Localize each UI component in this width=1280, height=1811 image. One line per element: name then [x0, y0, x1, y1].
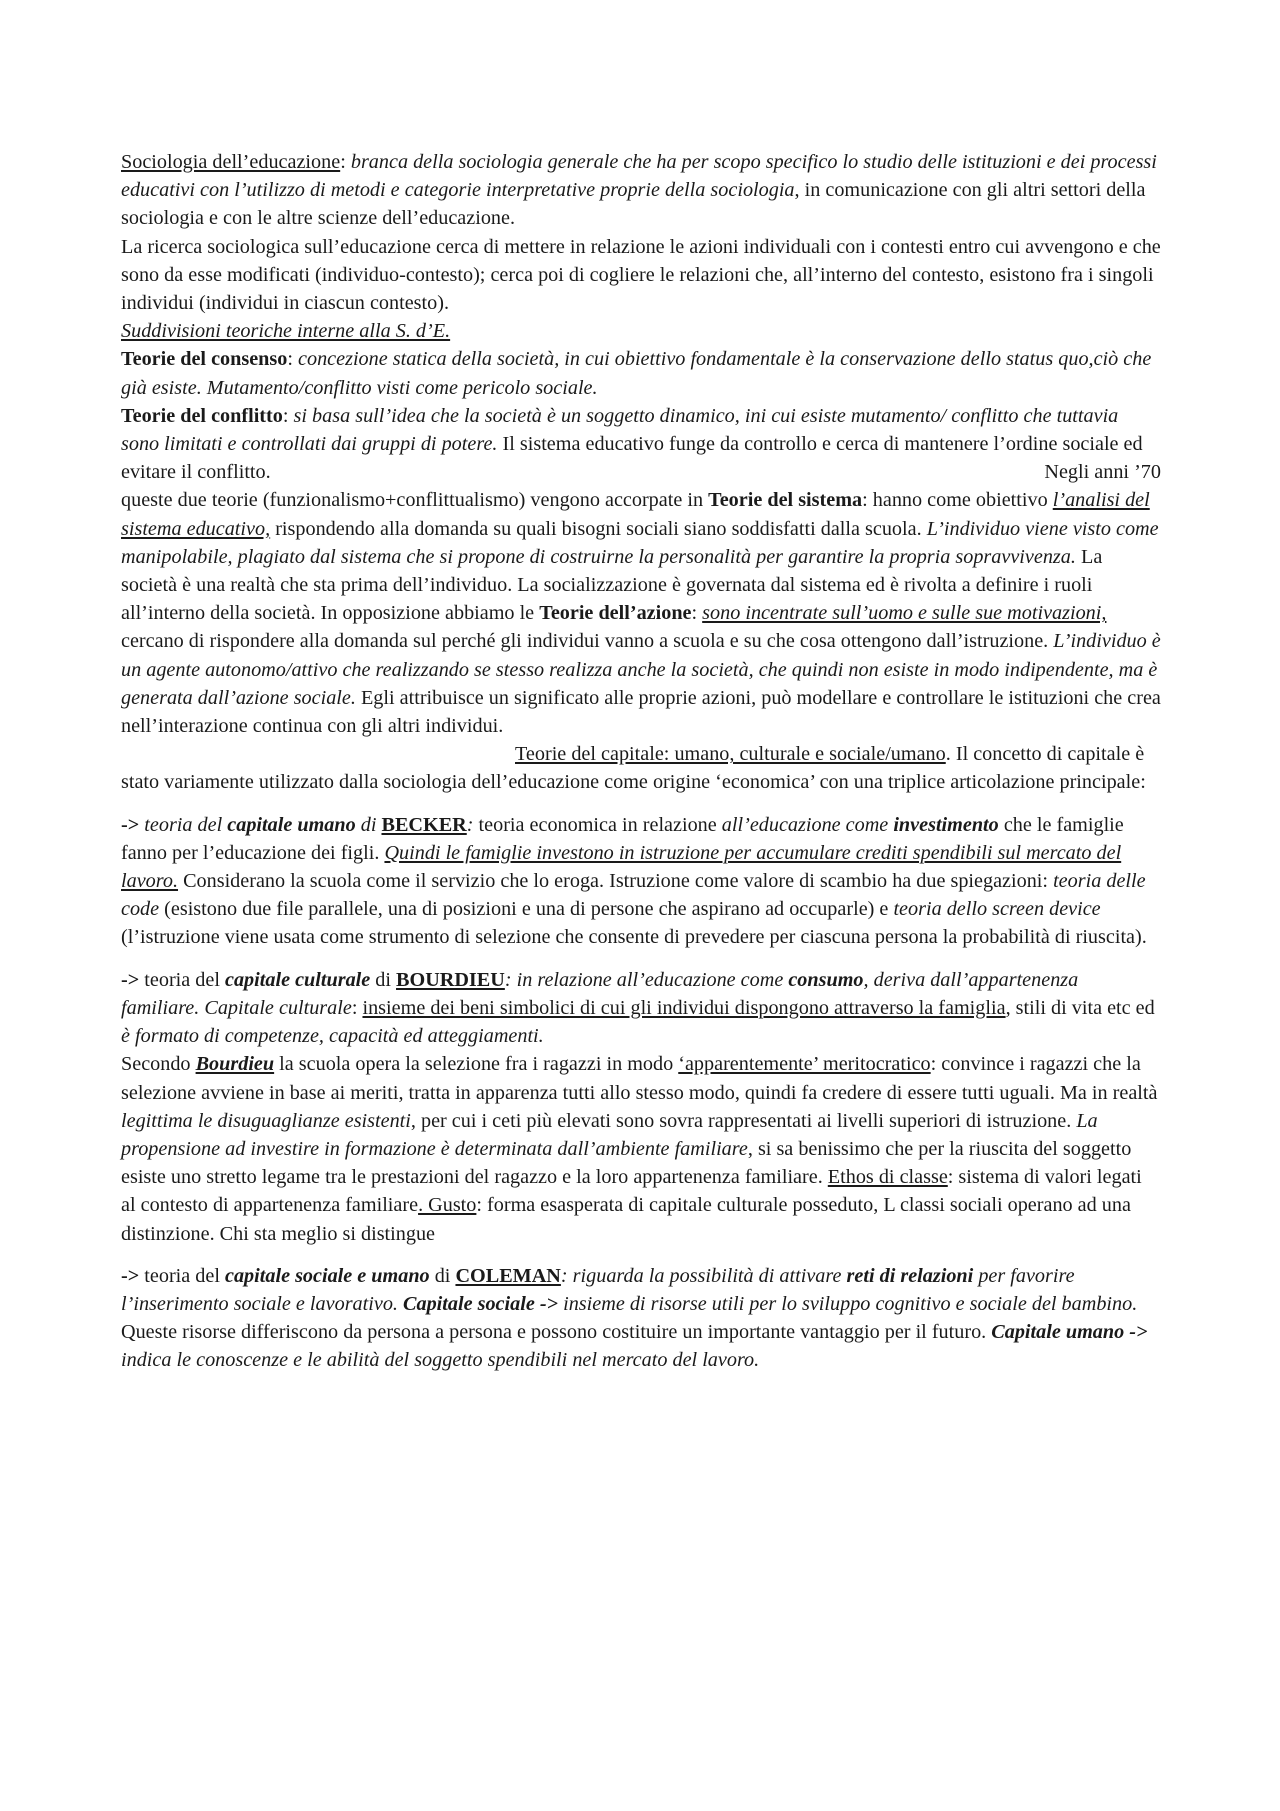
years-note: Negli anni ’70 — [1044, 461, 1161, 484]
definition-paragraph: Sociologia dell’educazione: branca della sociologia generale che ha per scopo specifico lo studio delle istituzioni e dei processi educativi con l’utilizzo di metodi e categorie interpretative proprie della sociologia, in comunicazione con gli altri settori della sociologia e con le altre scienze dell’educazione. — [121, 151, 1157, 230]
research-paragraph: La ricerca sociologica sull’educazione cerca di mettere in relazione le azioni individuali con i contesti entro cui avvengono e che sono da esse modificati (individuo-contesto); cerca poi di cogliere le relazioni che, all’interno del contesto, esistono fra i singoli individui (individui in ciascun contesto). — [121, 235, 1161, 315]
consensus-paragraph: Teorie del consenso: concezione statica della società, in cui obiettivo fondamentale è la conservazione dello status quo,ciò che già esiste. Mutamento/conflitto visti come pericolo sociale. — [121, 348, 1152, 399]
capital-intro-paragraph: Teorie del capitale: umano, culturale e sociale/umano. Il concetto di capitale è stato variamente utilizzato dalla sociologia dell’educazione come origine ‘economica’ con una triplice articolazione principale: — [121, 743, 1146, 794]
author-becker: BECKER — [381, 813, 467, 836]
author-coleman: COLEMAN — [455, 1264, 561, 1287]
coleman-paragraph: -> teoria del capitale sociale e umano di COLEMAN: riguarda la possibilità di attivare reti di relazioni per favorire l’inserimento sociale e lavorativo. Capitale sociale -> insieme di risorse utili per lo sviluppo cognitivo e sociale del bambino. Queste risorse differiscono da persona a persona e possono costituire un importante vantaggio per il futuro. Capitale umano -> indica le conoscenze e le abilità del soggetto spendibili nel mercato del lavoro. — [121, 1264, 1148, 1372]
becker-paragraph: -> teoria del capitale umano di BECKER: teoria economica in relazione all’educazione come investimento che le famiglie fanno per l’educazione dei figli. Quindi le famiglie investono in istruzione per accumulare crediti spendibili sul mercato del lavoro. Considerano la scuola come il servizio che lo eroga. Istruzione come valore di scambio ha due spiegazioni: teoria delle code (esistono due file parallele, una di posizioni e una di persone che aspirano ad occuparle) e teoria dello screen device (l’istruzione viene usata come strumento di selezione che consente di prevedere per ciascuna persona la probabilità di riuscita). — [121, 813, 1147, 949]
term-title: Sociologia dell’educazione — [121, 151, 341, 173]
author-bourdieu: BOURDIEU — [396, 968, 505, 991]
capital-title: Teorie del capitale: umano, culturale e sociale/umano — [515, 743, 946, 766]
bourdieu-paragraph: -> teoria del capitale culturale di BOURDIEU: in relazione all’educazione come consumo, deriva dall’appartenenza familiare. Capitale culturale: insieme dei beni simbolici di cui gli individui dispongono attraverso la famiglia, stili di vita etc ed è formato di competenze, capacità ed atteggiamenti. Secondo Bourdieu la scuola opera la selezione fra i ragazzi in modo ‘apparentemente’ meritocratico: convince i ragazzi che la selezione avviene in base ai meriti, tratta in apparenza tutti allo stesso modo, quindi fa credere di essere tutti uguali. Ma in realtà legittima le disuguaglianze esistenti, per cui i ceti più elevati sono sovra rappresentati ai livelli superiori di istruzione. La propensione ad investire in formazione è determinata dall’ambiente familiare, si sa benissimo che per la riuscita del soggetto esiste uno stretto legame tra le prestazioni del ragazzo e la loro appartenenza familiare. Ethos di classe: sistema di valori legati al contesto di appartenenza familiare. Gusto: forma esasperata di capitale culturale posseduto, L classi sociali operano ad una distinzione. Chi sta meglio si distingue — [121, 968, 1158, 1245]
conflict-paragraph: Teorie del conflitto: si basa sull’idea che la società è un soggetto dinamico, ini cui esiste mutamento/ conflitto che tuttavia sono limitati e controllati dai gruppi di potere. Il sistema educativo funge da controllo e cerca di mantenere l’ordine sociale ed evitare il conflitto. Negli anni ’70 queste due teorie (funzionalismo+conflittualismo) vengono accorpate in Teorie del sistema: hanno come obiettivo l’analisi del sistema educativo, rispondendo alla domanda su quali bisogni sociali siano soddisfatti dalla scuola. L’individuo viene visto come manipolabile, plagiato dal sistema che si propone di costruirne la personalità per garantire la propria sopravvivenza. La società è una realtà che sta prima dell’individuo. La socializzazione è governata dal sistema ed è rivolta a definire i ruoli all’interno della società. In opposizione abbiamo le Teorie dell’azione: sono incentrate sull’uomo e sulle sue motivazioni, cercano di rispondere alla domanda sul perché gli individui vanno a scuola e su che cosa ottengono dall’istruzione. L’individuo è un agente autonomo/attivo che realizzando se stesso realizza anche la società, che quindi non esiste in modo indipendente, ma è generata dall’azione sociale. Egli attribuisce un significato alle proprie azioni, può modellare e controllare le istituzioni che crea nell’interazione continua con gli altri individui. — [121, 404, 1161, 738]
definition-text: branca della sociologia generale che ha per scopo specifico lo studio delle istituzioni e dei processi educativi con l’utilizzo di metodi e categorie interpretative proprie della sociologia — [121, 151, 1157, 202]
document-page — [121, 148, 1161, 1375]
section-heading: Suddivisioni teoriche interne alla S. d’E. — [121, 320, 451, 343]
